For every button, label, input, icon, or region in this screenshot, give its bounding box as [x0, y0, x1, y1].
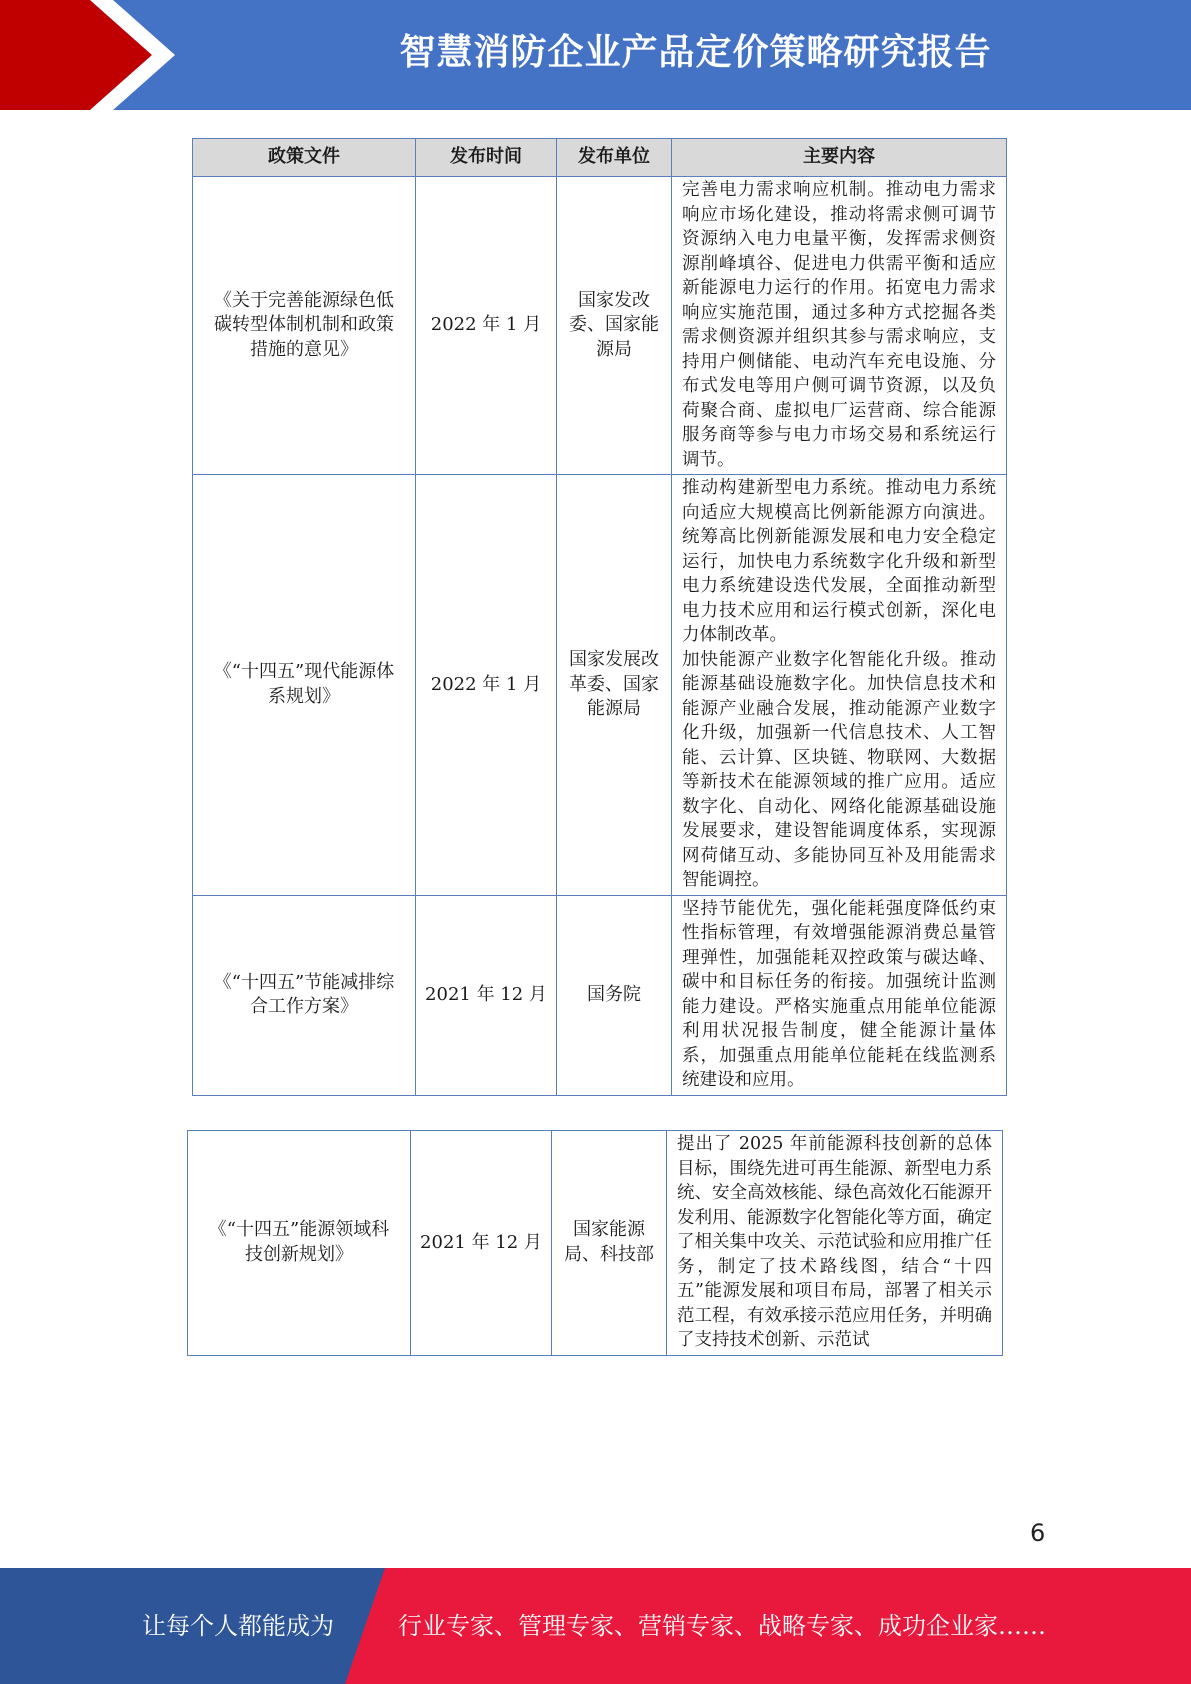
cell-date: 2021 年 12 月 — [411, 1131, 552, 1356]
cell-content: 完善电力需求响应机制。推动电力需求响应市场化建设，推动将需求侧可调节资源纳入电力电量平衡，发挥需求侧资源削峰填谷、促进电力供需平衡和适应新能源电力运行的作用。拓宽电力需求响应实施范围，通过多种方式挖掘各类需求侧资源并组织其参与需求响应，支持用户侧储能、电动汽车充电设施、分布式发电等用户侧可调节资源，以及负荷聚合商、虚拟电厂运营商、综合能源服务商等参与电力市场交易和系统运行调节。 — [672, 177, 1007, 475]
content-paragraph: 加快能源产业数字化智能化升级。推动能源基础设施数字化。加快信息技术和能源产业融合发展，推动能源产业数字化升级，加强新一代信息技术、人工智能、云计算、区块链、物联网、大数据等新技术在能源领域的推广应用。适应数字化、自动化、网络化能源基础设施发展要求，建设智能调度体系，实现源网荷储互动、多能协同互补及用能需求智能调控。 — [682, 649, 996, 890]
table-row — [193, 475, 1007, 896]
policy-table — [192, 138, 1007, 1096]
cell-document: 《关于完善能源绿色低碳转型体制机制和政策措施的意见》 — [193, 177, 416, 475]
page-header — [0, 0, 1191, 110]
cell-document: 《“十四五”能源领域科技创新规划》 — [188, 1131, 411, 1356]
cell-document: 《“十四五”节能减排综合工作方案》 — [193, 895, 416, 1095]
page-footer — [0, 1568, 1191, 1684]
header-document: 政策文件 — [193, 139, 416, 177]
cell-content: 坚持节能优先，强化能耗强度降低约束性指标管理，有效增强能源消费总量管理弹性，加强能耗双控政策与碳达峰、碳中和目标任务的衔接。加强统计监测能力建设。严格实施重点用能单位能源利用状况报告制度，健全能源计量体系，加强重点用能单位能耗在线监测系统建设和应用。 — [672, 895, 1007, 1095]
table-row — [193, 895, 1007, 1095]
cell-publisher: 国家能源局、科技部 — [552, 1131, 667, 1356]
table-header-row — [193, 139, 1007, 177]
cell-document: 《“十四五”现代能源体系规划》 — [193, 475, 416, 896]
cell-publisher: 国务院 — [557, 895, 672, 1095]
cell-publisher: 国家发展改革委、国家能源局 — [557, 475, 672, 896]
cell-date: 2022 年 1 月 — [416, 475, 557, 896]
table-row — [188, 1131, 1003, 1356]
page-title: 智慧消防企业产品定价策略研究报告 — [399, 32, 992, 73]
cell-date: 2022 年 1 月 — [416, 177, 557, 475]
cell-content: 提出了 2025 年前能源科技创新的总体目标，围绕先进可再生能源、新型电力系统、安全高效核能、绿色高效化石能源开发利用、能源数字化智能化等方面，确定了相关集中攻关、示范试验和应用推广任务，制定了技术路线图，结合“十四五”能源发展和项目布局，部署了相关示范工程，有效承接示范应用任务，并明确了支持技术创新、示范试 — [667, 1131, 1003, 1356]
header-content: 主要内容 — [672, 139, 1007, 177]
page-number: 6 — [1030, 1519, 1046, 1547]
cell-content — [672, 475, 1007, 896]
content-paragraph: 推动构建新型电力系统。推动电力系统向适应大规模高比例新能源方向演进。统筹高比例新能源发展和电力安全稳定运行，加快电力系统数字化升级和新型电力系统建设迭代发展，全面推动新型电力技术应用和运行模式创新，深化电力体制改革。 — [682, 478, 996, 645]
header-date: 发布时间 — [416, 139, 557, 177]
header-publisher: 发布单位 — [557, 139, 672, 177]
cell-publisher: 国家发改委、国家能源局 — [557, 177, 672, 475]
policy-table-continued — [187, 1130, 1003, 1356]
table-row — [193, 177, 1007, 475]
footer-slogan-left: 让每个人都能成为 — [142, 1612, 334, 1640]
footer-slogan-right: 行业专家、管理专家、营销专家、战略专家、成功企业家…… — [398, 1612, 1046, 1640]
cell-date: 2021 年 12 月 — [416, 895, 557, 1095]
